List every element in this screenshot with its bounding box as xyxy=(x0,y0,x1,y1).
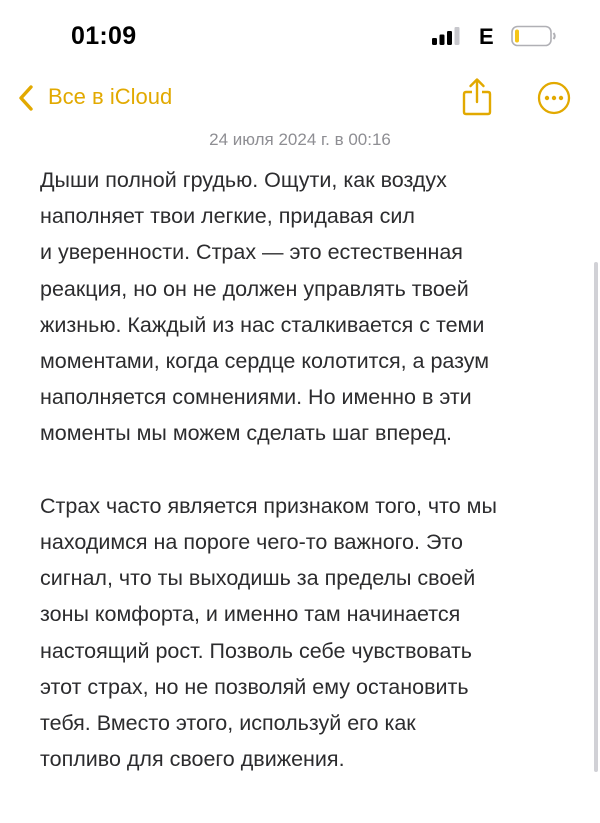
note-line: наполняет твои легкие, придавая сил xyxy=(40,204,415,229)
note-line: Страх часто является признаком того, что мы xyxy=(40,493,497,518)
note-line: моментами, когда сердце колотится, а разум xyxy=(40,349,490,374)
note-line: топливо для своего движения. xyxy=(40,747,345,772)
note-line: находимся на пороге чего-то важного. Это xyxy=(40,530,463,555)
note-date: 24 июля 2024 г. в 00:16 xyxy=(209,130,391,149)
note-line: Дыши полной грудью. Ощути, как воздух xyxy=(40,168,447,192)
share-icon[interactable] xyxy=(461,77,493,117)
note-line: настоящий рост. Позволь себе чувствовать xyxy=(40,638,473,663)
note-line: сигнал, что ты выходишь за пределы своей xyxy=(40,566,476,591)
note-line: жизнью. Каждый из нас сталкивается с теми xyxy=(40,312,485,337)
note-line: наполняется сомнениями. Но именно в эти xyxy=(40,385,472,410)
note-line: и уверенности. Страх — это естественная xyxy=(40,240,463,265)
back-button[interactable]: Все в iCloud xyxy=(48,84,173,109)
network-type: E xyxy=(479,24,494,49)
note-paragraph xyxy=(40,162,570,452)
note-line: реакция, но он не должен управлять твоей xyxy=(40,276,469,301)
note-body[interactable] xyxy=(40,162,570,777)
scrollbar[interactable] xyxy=(594,262,598,772)
note-line: моменты мы можем сделать шаг вперед. xyxy=(40,421,453,446)
note-paragraph xyxy=(40,488,570,778)
more-icon[interactable] xyxy=(537,81,571,115)
note-line: этот страх, но не позволяй ему остановить xyxy=(40,674,469,699)
note-line: зоны комфорта, и именно там начинается xyxy=(40,602,461,627)
battery-icon xyxy=(511,25,557,47)
signal-icon xyxy=(432,27,462,45)
note-line: тебя. Вместо этого, используй его как xyxy=(40,711,416,736)
chevron-left-icon[interactable] xyxy=(16,84,38,112)
status-time: 01:09 xyxy=(71,22,137,50)
